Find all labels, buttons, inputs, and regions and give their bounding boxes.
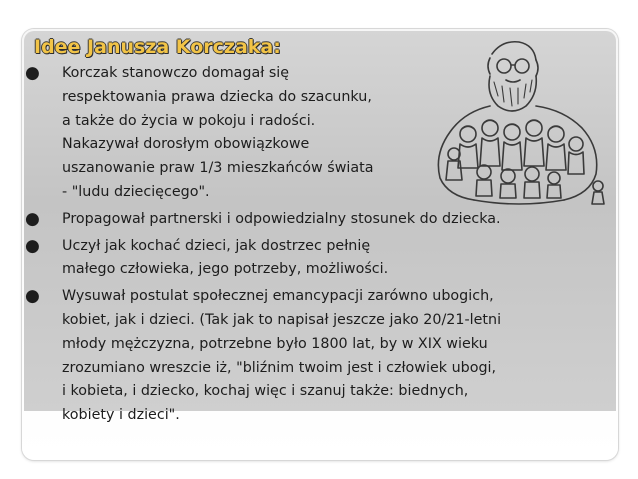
bullet-line: kobiet, jak i dzieci. (Tak jak to napisał jeszcze jako 20/21-letni: [62, 311, 502, 328]
bullet-line: Uczył jak kochać dzieci, jak dostrzec pełnię: [62, 237, 371, 254]
bullet-item: [22, 285, 582, 428]
bullet-item: [22, 235, 582, 283]
bullet-line: - "ludu dziecięcego".: [62, 183, 210, 200]
bullet-icon: ●: [25, 235, 40, 256]
bullet-icon: ●: [25, 208, 40, 229]
bullet-line: i kobieta, i dziecko, kochaj więc i szanuj także: biednych,: [62, 383, 469, 400]
bullet-line: małego człowieka, jego potrzeby, możliwości.: [62, 261, 389, 278]
bullet-line: a także do życia w pokoju i radości.: [62, 112, 316, 129]
bullet-line: młody mężczyzna, potrzebne było 1800 lat, by w XIX wieku: [62, 335, 488, 352]
bullet-icon: ●: [25, 286, 40, 307]
bullet-line: Propagował partnerski i odpowiedzialny stosunek do dziecka.: [62, 210, 501, 227]
bullet-line: Wysuwał postulat społecznej emancypacji zarówno ubogich,: [62, 288, 494, 305]
slide-title: Idee Janusza Korczaka:: [34, 36, 281, 58]
bullet-list: [22, 62, 582, 428]
bullet-line: respektowania prawa dziecka do szacunku,: [62, 88, 372, 105]
bullet-icon: ●: [25, 63, 40, 83]
bullet-line: kobiety i dzieci".: [62, 407, 180, 424]
bullet-line: uszanowanie praw 1/3 mieszkańców świata: [62, 160, 374, 177]
bullet-line: zrozumiano wreszcie iż, "bliźnim twoim jest i człowiek ubogi,: [62, 359, 497, 376]
bullet-line: Nakazywał dorosłym obowiązkowe: [62, 136, 310, 153]
bullet-line: Korczak stanowczo domagał się: [62, 65, 290, 81]
bullet-item: [22, 208, 582, 232]
bullet-item: [22, 62, 582, 205]
